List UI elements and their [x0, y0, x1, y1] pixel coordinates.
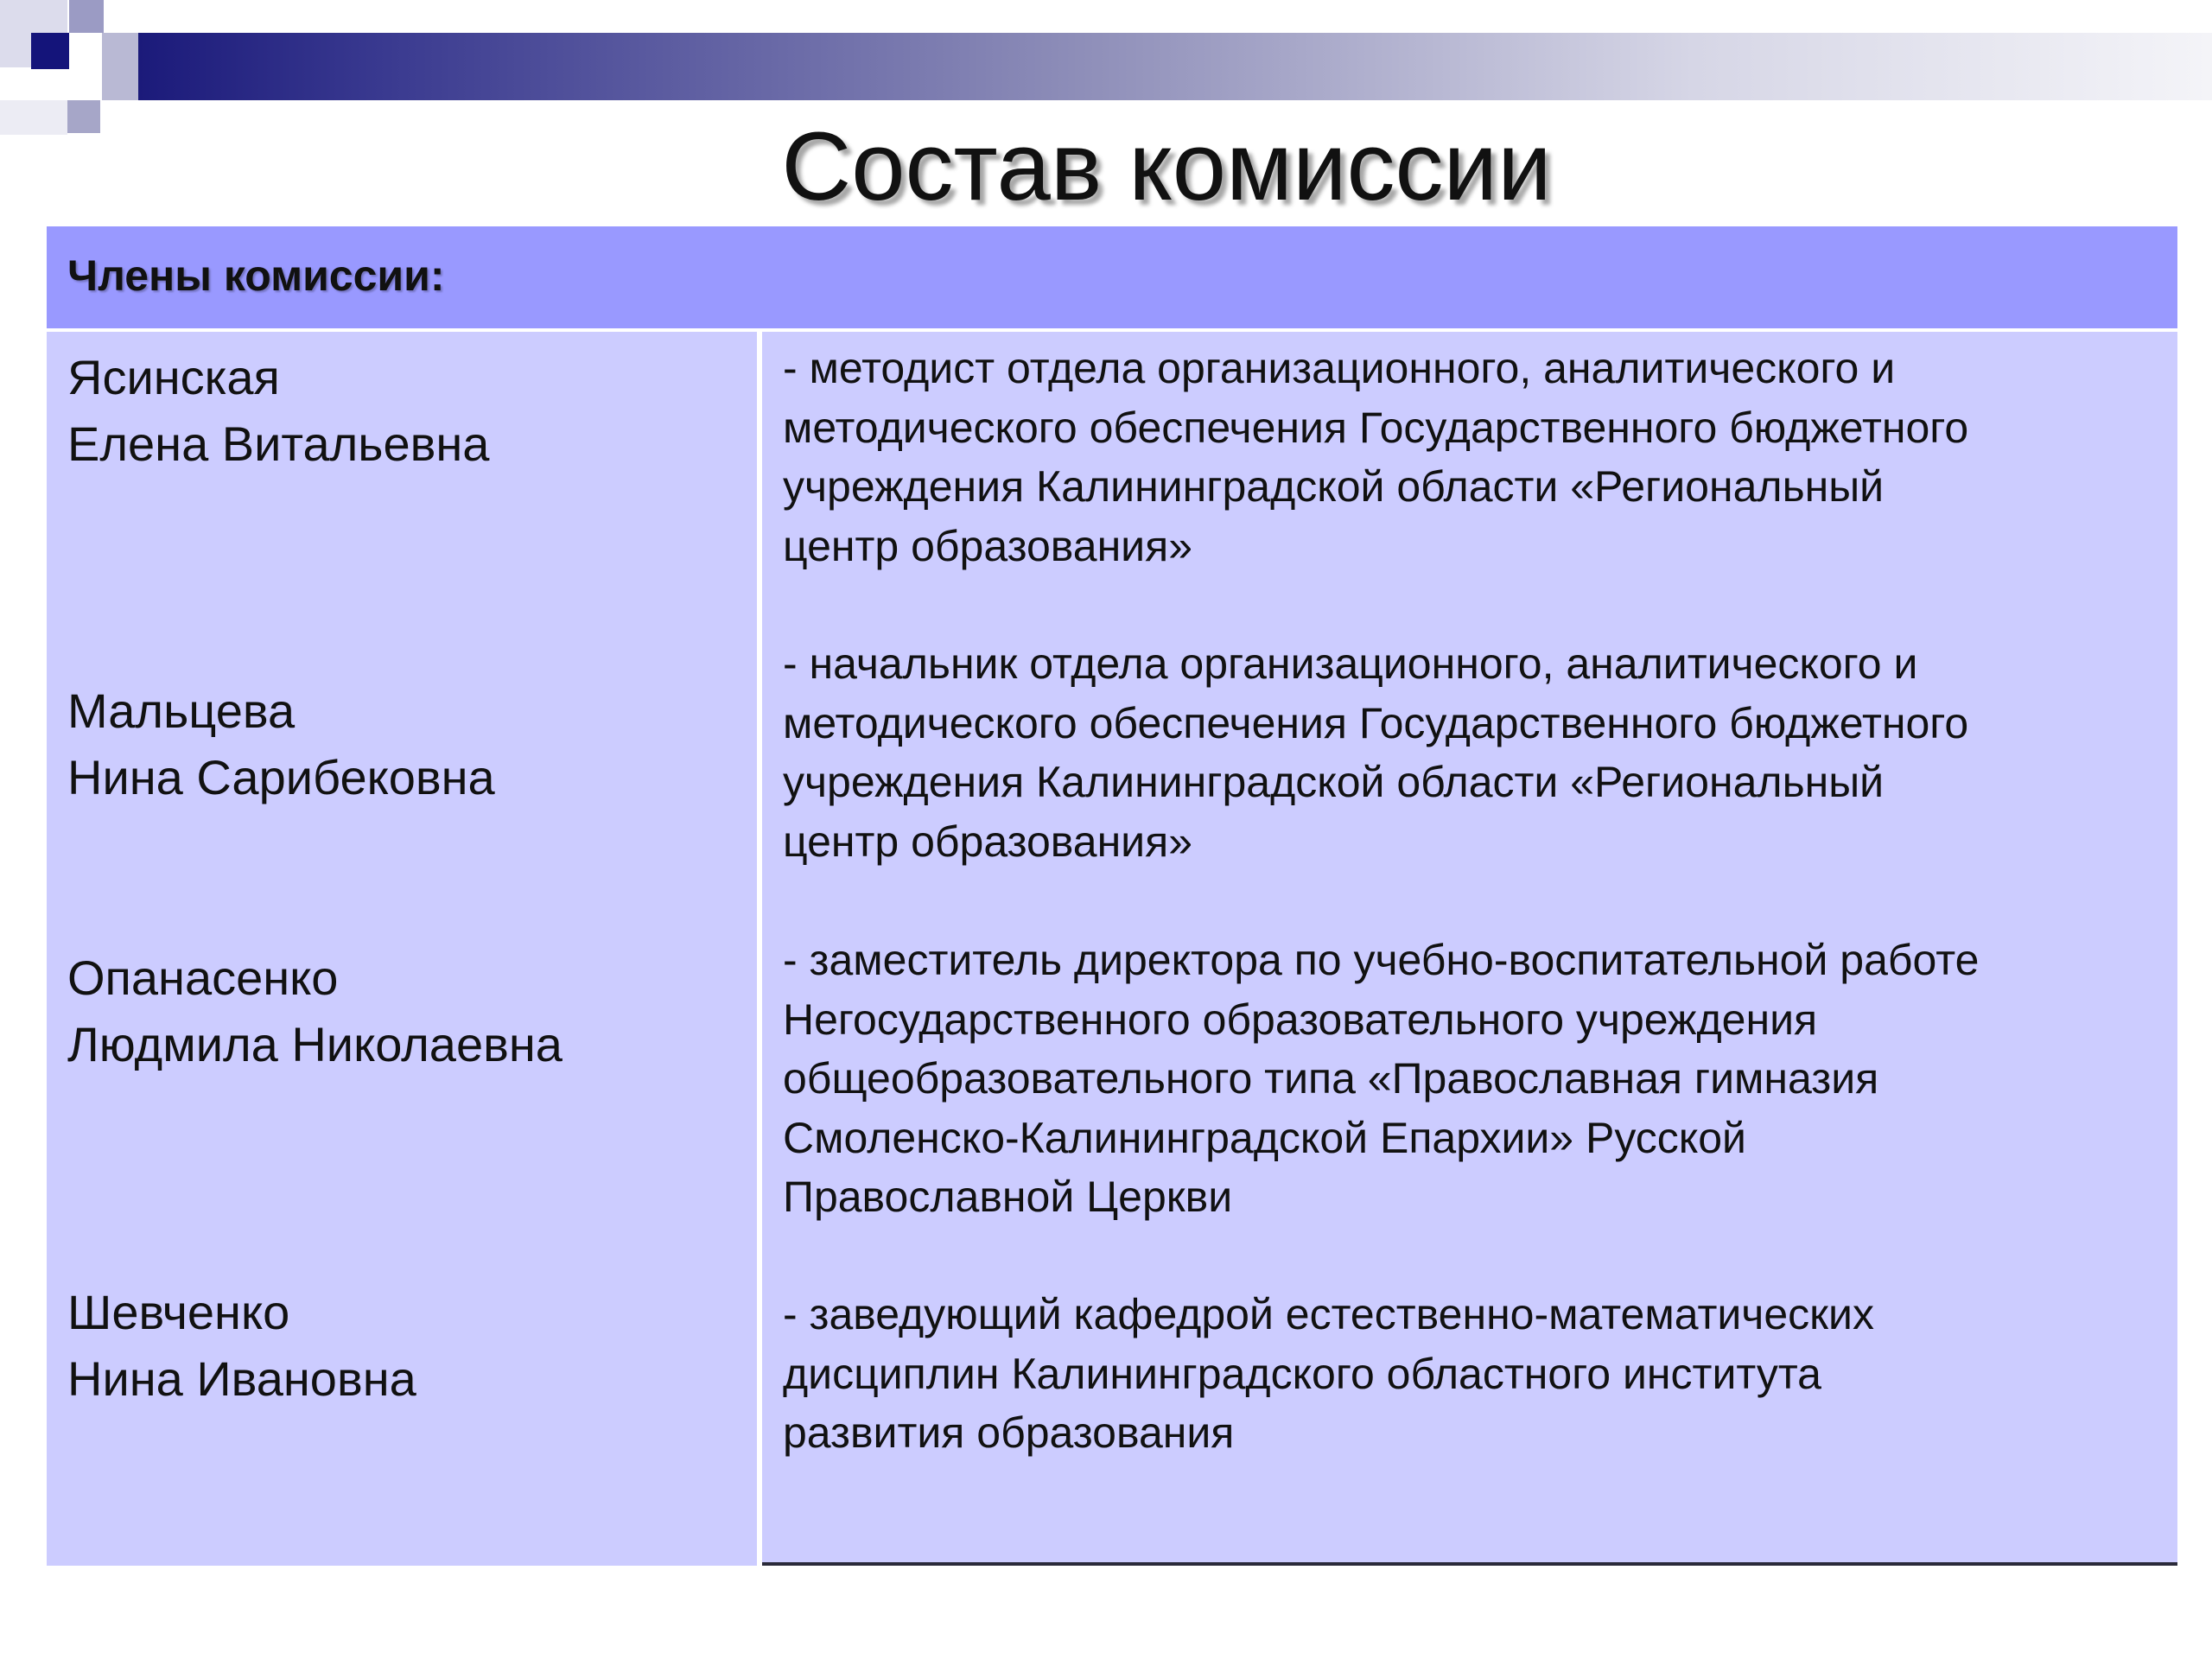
member-surname: Опанасенко [67, 950, 339, 1005]
role-line: - начальник отдела организационного, аналитического и [783, 639, 1918, 688]
member-surname: Шевченко [67, 1285, 290, 1339]
member-role [783, 339, 2174, 575]
role-line: дисциплин Калининградского областного института [783, 1349, 1821, 1398]
role-line: - заведующий кафедрой естественно-математических [783, 1290, 1874, 1338]
role-line: Православной Церкви [783, 1173, 1233, 1221]
role-line: Смоленско-Калининградской Епархии» Русской [783, 1113, 1746, 1162]
slide-title: Состав комиссии [781, 112, 1552, 220]
member-surname: Мальцева [67, 683, 296, 738]
member-given-name: Елена Витальевна [67, 416, 490, 471]
names-column [47, 332, 757, 1566]
member-role [783, 1285, 2174, 1463]
role-line: учреждения Калининградской области «Региональный [783, 758, 1885, 806]
role-line: развития образования [783, 1408, 1235, 1457]
member-given-name: Нина Сарибековна [67, 750, 495, 804]
member-name [67, 944, 563, 1077]
member-name [67, 344, 489, 477]
member-given-name: Людмила Николаевна [67, 1017, 563, 1071]
role-line: общеобразовательного типа «Православная гимназия [783, 1054, 1879, 1103]
role-line: методического обеспечения Государственного бюджетного [783, 698, 1969, 747]
decor-square [31, 33, 69, 69]
decor-square [69, 0, 104, 33]
member-surname: Ясинская [67, 350, 280, 404]
role-line: - заместитель директора по учебно-воспитательной работе [783, 936, 1980, 984]
member-given-name: Нина Ивановна [67, 1351, 416, 1406]
table-header-row [47, 226, 2177, 328]
roles-column [762, 332, 2177, 1566]
role-line: учреждения Калининградской области «Региональный [783, 462, 1885, 511]
member-name [67, 1279, 416, 1412]
role-line: Негосударственного образовательного учреждения [783, 995, 1818, 1044]
role-line: - методист отдела организационного, аналитического и [783, 344, 1896, 392]
member-name [67, 677, 495, 810]
member-role [783, 931, 2174, 1227]
header-gradient-bar [138, 33, 2212, 100]
members-table [47, 226, 2177, 1566]
role-line: центр образования» [783, 521, 1192, 570]
role-line: методического обеспечения Государственного бюджетного [783, 403, 1969, 452]
role-line: центр образования» [783, 817, 1192, 866]
table-header-label: Члены комиссии: [67, 251, 445, 300]
member-role [783, 634, 2174, 871]
